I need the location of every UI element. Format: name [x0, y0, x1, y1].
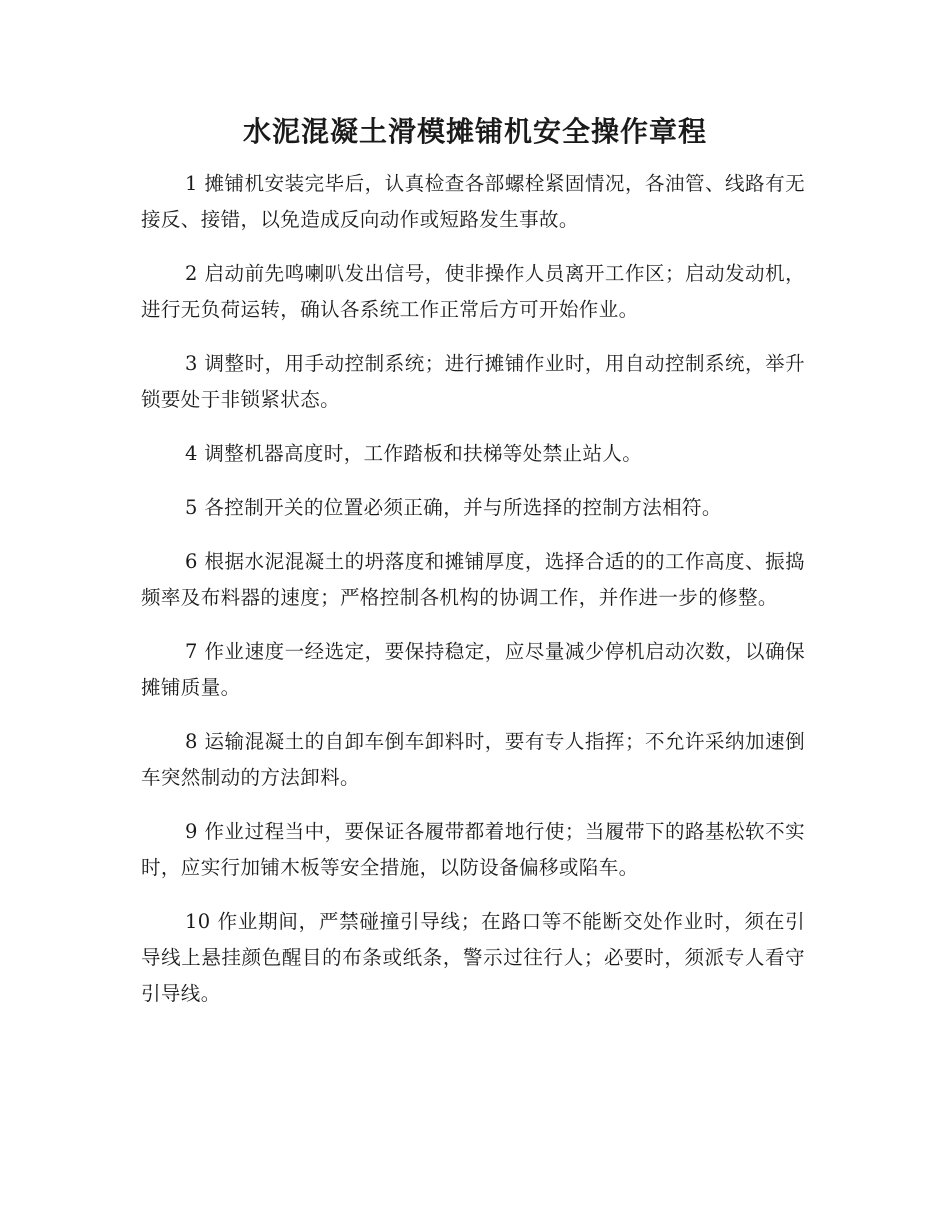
paragraph-3: 3 调整时，用手动控制系统；进行摊铺作业时，用自动控制系统，举升锁要处于非锁紧状态。	[141, 352, 805, 411]
paragraph-4: 4 调整机器高度时，工作踏板和扶梯等处禁止站人。	[185, 442, 643, 465]
paragraph-7: 7 作业速度一经选定，要保持稳定，应尽量减少停机启动次数，以确保摊铺质量。	[141, 640, 805, 699]
paragraph-6: 6 根据水泥混凝土的坍落度和摊铺厚度，选择合适的的工作高度、振捣频率及布料器的速度；严格控制各机构的协调工作，并作进一步的修整。	[141, 550, 805, 609]
paragraph-9: 9 作业过程当中，要保证各履带都着地行使；当履带下的路基松软不实时，应实行加铺木板等安全措施，以防设备偏移或陷车。	[141, 820, 805, 879]
paragraph-1: 1 摊铺机安装完毕后，认真检查各部螺栓紧固情况，各油管、线路有无接反、接错，以免造成反向动作或短路发生事故。	[141, 172, 805, 231]
paragraph-2: 2 启动前先鸣喇叭发出信号，使非操作人员离开工作区；启动发动机，进行无负荷运转，确认各系统工作正常后方可开始作业。	[141, 262, 805, 321]
paragraph-10: 10 作业期间，严禁碰撞引导线；在路口等不能断交处作业时，须在引导线上悬挂颜色醒目的布条或纸条，警示过往行人；必要时，须派专人看守引导线。	[141, 910, 805, 1005]
paragraph-5: 5 各控制开关的位置必须正确，并与所选择的控制方法相符。	[185, 496, 722, 519]
document-body	[141, 166, 805, 1030]
paragraph-8: 8 运输混凝土的自卸车倒车卸料时，要有专人指挥；不允许采纳加速倒车突然制动的方法卸料。	[141, 730, 805, 789]
document-title: 水泥混凝土滑模摊铺机安全操作章程	[242, 115, 707, 148]
